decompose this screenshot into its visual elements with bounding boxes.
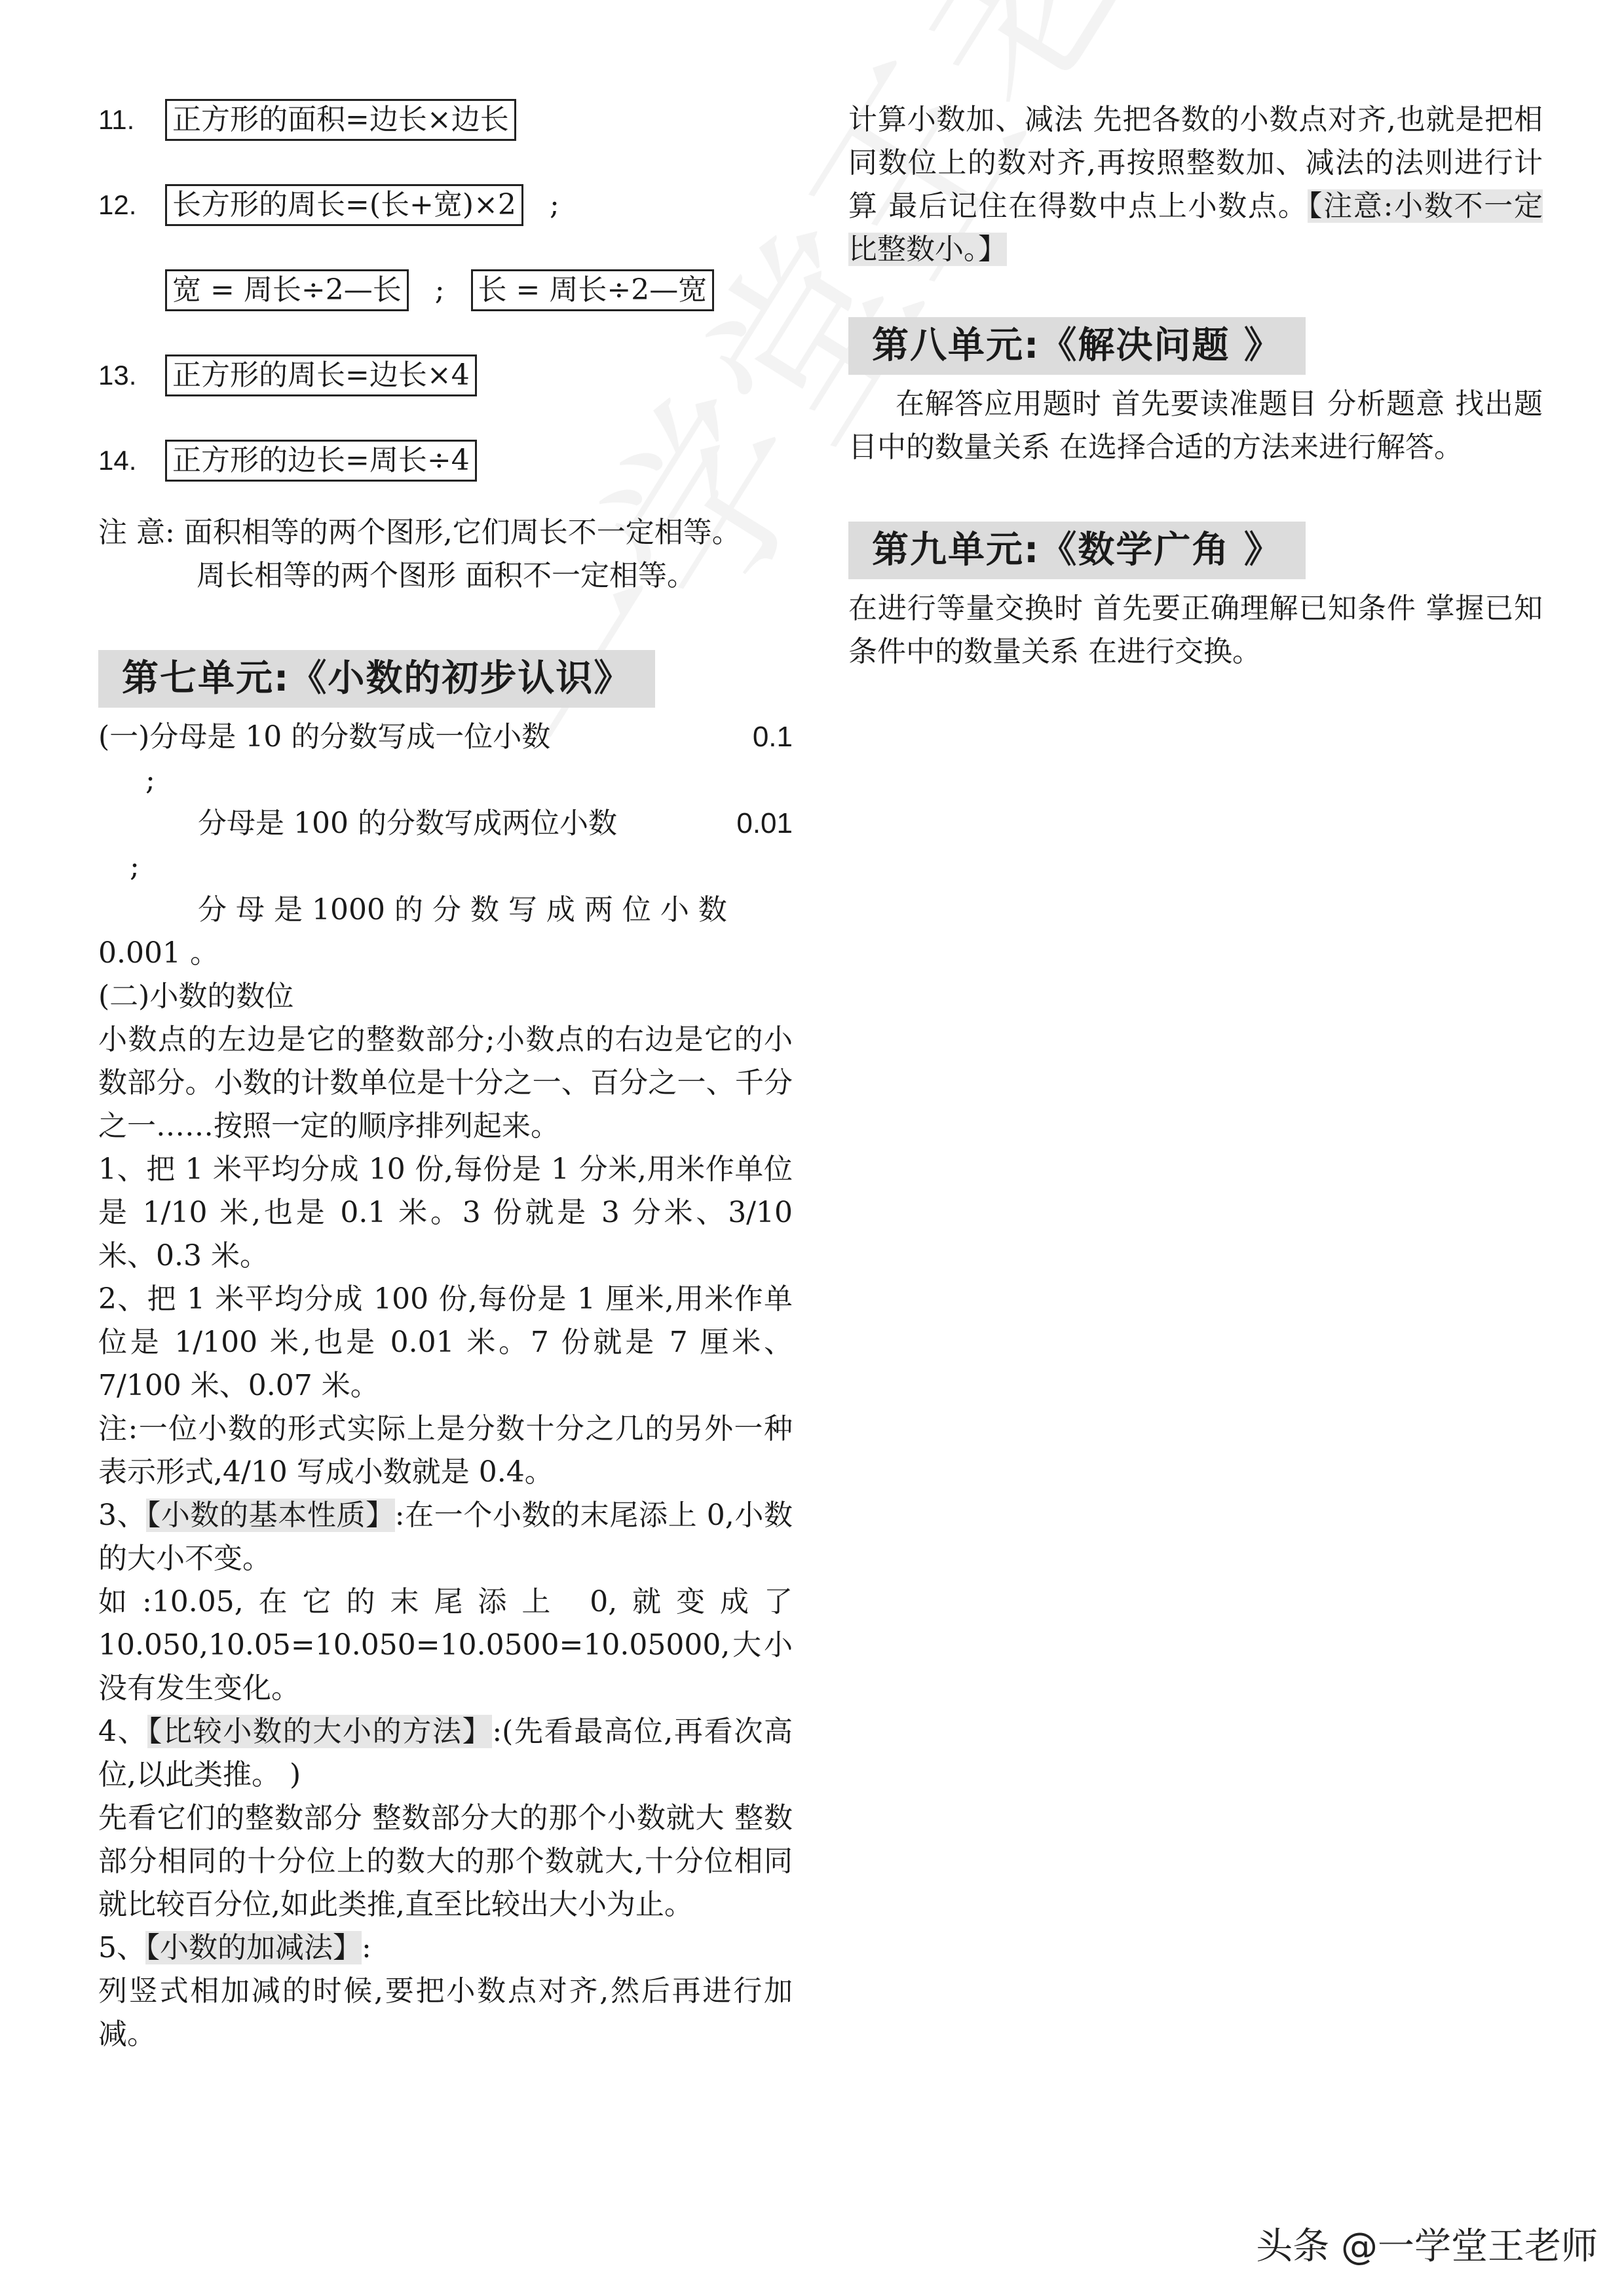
unit8-heading: 第八单元:《解决问题 》 xyxy=(848,317,1306,375)
unit9-body: 在进行等量交换时 首先要正确理解已知条件 掌握已知条件中的数量关系 在进行交换。 xyxy=(848,592,1543,668)
item-text: :(先看最高位,再看次高位,以此类推。 ) xyxy=(98,1715,793,1791)
unit7-p1b-tail: ; xyxy=(130,850,140,883)
unit7-item4 xyxy=(98,1710,793,1797)
highlight-term: 【比较小数的大小的方法】 xyxy=(147,1715,493,1748)
text: (一)分母是 10 的分数写成一位小数 xyxy=(98,720,551,754)
text: 分母是 100 的分数写成两位小数 xyxy=(198,807,617,840)
formula-12 xyxy=(98,183,793,269)
right-column xyxy=(848,98,1543,674)
formula-box: 宽 = 周长÷2—长 xyxy=(165,269,409,311)
formula-number: 13. xyxy=(98,360,137,391)
item-prefix: 3、 xyxy=(98,1499,147,1532)
left-column xyxy=(98,98,793,2056)
highlight-term: 【小数的基本性质】 xyxy=(146,1499,395,1532)
right-top-text xyxy=(848,98,1543,271)
separator: ; xyxy=(434,273,445,307)
item-prefix: 5、 xyxy=(98,1931,145,1964)
unit7-p1c: 分 母 是 1000 的 分 数 写 成 两 位 小 数 xyxy=(198,893,727,927)
unit7-note: 注:一位小数的形式实际上是分数十分之几的另外一种表示形式,4/10 写成小数就是 0.4。 xyxy=(98,1412,793,1489)
unit7-item5 xyxy=(98,1926,793,1970)
value: 0.1 xyxy=(752,721,793,753)
footer-credit: 头条 @一学堂王老师 xyxy=(1256,2225,1598,2268)
value: 0.01 xyxy=(736,807,793,839)
unit7-item1: 1、把 1 米平均分成 10 份,每份是 1 分米,用米作单位是 1/10 米,也是 0.1 米。3 份就是 3 分米、3/10 米、0.3 米。 xyxy=(98,1153,793,1272)
formula-13 xyxy=(98,354,793,439)
highlight-note: 【注意:小数不一定比整数小。】 xyxy=(848,189,1543,266)
formula-number: 11. xyxy=(98,104,135,135)
unit7-item4-body: 先看它们的整数部分 整数部分大的那个小数就大 整数部分相同的十分位上的数大的那个数就大,十分位相同就比较百分位,如此类推,直至比较出大小为止。 xyxy=(98,1801,793,1921)
highlight-term: 【小数的加减法】 xyxy=(145,1931,362,1964)
unit8-body: 在解答应用题时 首先要读准题目 分析题意 找出题目中的数量关系 在选择合适的方法来进行解答。 xyxy=(848,387,1543,464)
item-prefix: 4、 xyxy=(98,1715,148,1748)
unit7-p1a xyxy=(98,716,793,759)
unit7-example: 如:10.05,在它的末尾添上 0,就变成了 10.050,10.05=10.050=10.0500=10.05000,大小没有发生变化。 xyxy=(98,1585,793,1705)
unit7-p1a-tail: ; xyxy=(145,763,155,797)
unit7-p2-title: (二)小数的数位 xyxy=(98,980,294,1013)
note-line-2: 周长相等的两个图形 面积不一定相等。 xyxy=(197,559,696,592)
unit7-p1c-tail: 0.001 。 xyxy=(98,936,219,970)
formula-number: 12. xyxy=(98,189,137,220)
formula-11 xyxy=(98,98,793,183)
unit7-item3 xyxy=(98,1494,793,1580)
note-line-1: 注 意: 面积相等的两个图形,它们周长不一定相等。 xyxy=(98,516,741,549)
formula-12b xyxy=(98,269,793,354)
formula-14 xyxy=(98,439,793,511)
formula-box: 长方形的周长=(长+宽)×2 xyxy=(165,184,523,226)
unit7-item5-body: 列竖式相加减的时候,要把小数点对齐,然后再进行加减。 xyxy=(98,1974,793,2051)
formula-number: 14. xyxy=(98,445,137,476)
formula-box: 正方形的边长=周长÷4 xyxy=(165,440,477,482)
separator: ; xyxy=(549,188,559,221)
text: 计算小数加、减法 先把各数的小数点对齐,也就是把相同数位上的数对齐,再按照整数加、减法的法则进行计算 最后记住在得数中点上小数点。 xyxy=(848,103,1543,223)
item-text: : xyxy=(362,1931,371,1964)
formula-box: 长 = 周长÷2—宽 xyxy=(471,269,715,311)
unit7-p1b xyxy=(98,802,793,845)
unit7-heading: 第七单元:《小数的初步认识》 xyxy=(98,650,655,708)
unit7-item2: 2、把 1 米平均分成 100 份,每份是 1 厘米,用米作单位是 1/100 米,也是 0.01 米。7 份就是 7 厘米、7/100 米、0.07 米。 xyxy=(98,1282,793,1402)
unit7-p2: 小数点的左边是它的整数部分;小数点的右边是它的小数部分。小数的计数单位是十分之一、百分之一、千分之一……按照一定的顺序排列起来。 xyxy=(98,1023,793,1143)
item-text: :在一个小数的末尾添上 0,小数的大小不变。 xyxy=(98,1499,793,1575)
formula-box: 正方形的周长=边长×4 xyxy=(165,354,477,396)
formula-box: 正方形的面积=边长×边长 xyxy=(165,99,516,141)
unit9-heading: 第九单元:《数学广角 》 xyxy=(848,522,1306,579)
